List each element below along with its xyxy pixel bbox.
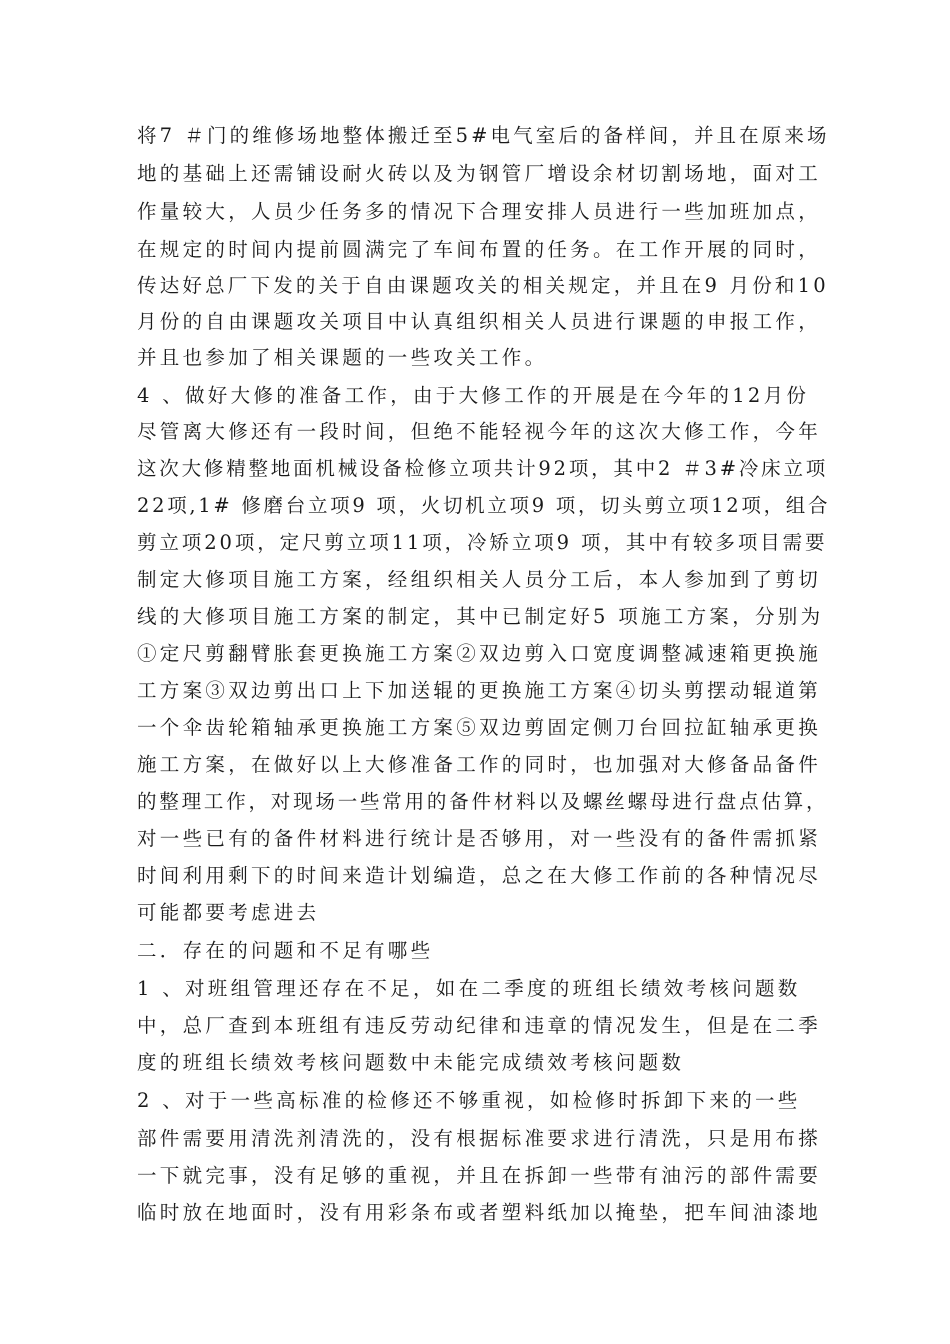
text-line: 这次大修精整地面机械设备检修立项共计92项，其中2 ＃3#冷床立项 (137, 457, 829, 480)
text-line: 一个伞齿轮箱轴承更换施工方案⑤双边剪固定侧刀台回拉缸轴承更换 (137, 716, 822, 739)
text-line: 临时放在地面时，没有用彩条布或者塑料纸加以掩垫，把车间油漆地 (137, 1201, 822, 1224)
text-line: 地的基础上还需铺设耐火砖以及为钢管厂增设余材切割场地，面对工 (137, 162, 822, 185)
text-line: 一下就完事，没有足够的重视，并且在拆卸一些带有油污的部件需要 (137, 1164, 822, 1187)
text-line: 将7 ＃门的维修场地整体搬迁至5#电气室后的备样间，并且在原来场 (137, 124, 830, 147)
text-line: 作量较大，人员少任务多的情况下合理安排人员进行一些加班加点， (137, 200, 822, 223)
text-line: 剪立项20项，定尺剪立项11项，冷矫立项9 项，其中有较多项目需要 (137, 531, 828, 554)
text-line: 中，总厂查到本班组有违反劳动纪律和违章的情况发生，但是在二季 (137, 1014, 822, 1037)
text-line: 线的大修项目施工方案的制定，其中已制定好5 项施工方案，分别为 (137, 605, 824, 628)
text-line: 施工方案，在做好以上大修准备工作的同时，也加强对大修备品备件 (137, 753, 822, 776)
text-line: ①定尺剪翻臂胀套更换施工方案②双边剪入口宽度调整减速箱更换施 (137, 642, 822, 665)
text-line: 传达好总厂下发的关于自由课题攻关的相关规定，并且在9 月份和10 (137, 274, 829, 297)
text-line: 尽管离大修还有一段时间，但绝不能轻视今年的这次大修工作，今年 (137, 420, 822, 443)
text-line: 度的班组长绩效考核问题数中未能完成绩效考核问题数 (137, 1051, 685, 1074)
text-line: 并且也参加了相关课题的一些攻关工作。 (137, 346, 548, 369)
text-line: 时间利用剩下的时间来造计划编造，总之在大修工作前的各种情况尽 (137, 864, 822, 887)
text-line: 对一些已有的备件材料进行统计是否够用，对一些没有的备件需抓紧 (137, 827, 822, 850)
text-line: 的整理工作，对现场一些常用的备件材料以及螺丝螺母进行盘点估算， (137, 790, 829, 813)
text-line: 工方案③双边剪出口上下加送辊的更换施工方案④切头剪摆动辊道第 (137, 679, 822, 702)
text-line: 可能都要考虑进去 (137, 901, 320, 924)
text-line: 在规定的时间内提前圆满完了车间布置的任务。在工作开展的同时， (137, 238, 822, 261)
text-line: 1 、对班组管理还存在不足，如在二季度的班组长绩效考核问题数 (137, 977, 801, 1000)
text-line: 部件需要用清洗剂清洗的，没有根据标准要求进行清洗，只是用布搽 (137, 1127, 822, 1150)
text-line: 月份的自由课题攻关项目中认真组织相关人员进行课题的申报工作， (137, 310, 822, 333)
text-line: 制定大修项目施工方案，经组织相关人员分工后，本人参加到了剪切 (137, 568, 822, 591)
text-line: 4 、做好大修的准备工作，由于大修工作的开展是在今年的12月份 (137, 384, 810, 407)
text-line: 2 、对于一些高标准的检修还不够重视，如检修时拆卸下来的一些 (137, 1089, 801, 1112)
section-heading: 二．存在的问题和不足有哪些 (137, 939, 434, 962)
text-line: 22项,1# 修磨台立项9 项，火切机立项9 项，切头剪立项12项，组合 (137, 494, 831, 517)
